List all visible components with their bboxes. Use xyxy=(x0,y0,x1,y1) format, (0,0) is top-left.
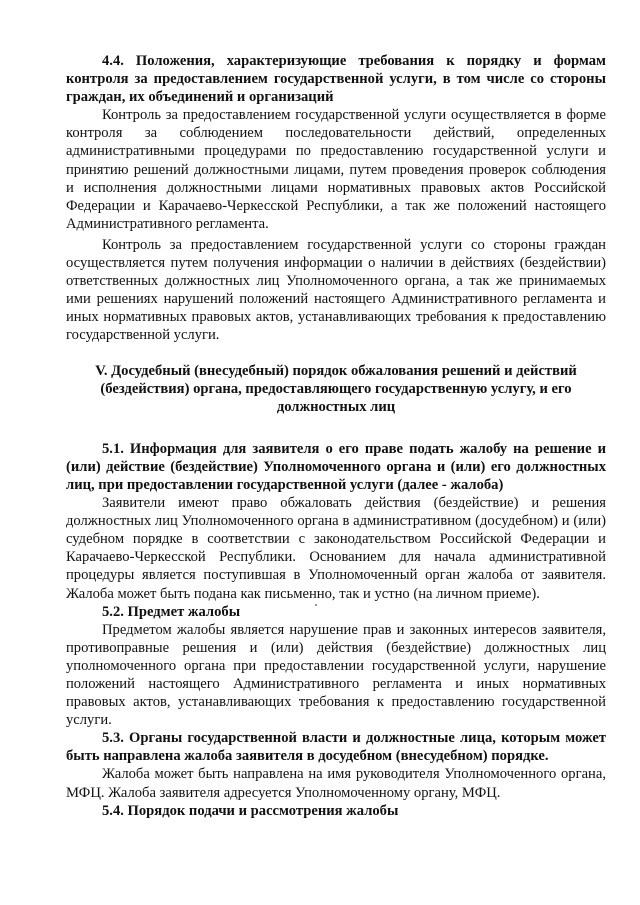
section-4-4-heading: 4.4. Положения, характеризующие требования к порядку и формам контроля за предоставлением государственной услуги, в том числе со стороны граждан, их объединений и организаций xyxy=(66,53,606,106)
section-5-1-paragraph: Заявители имеют право обжаловать действия (бездействие) и решения должностных лиц Уполномоченного органа в административном (досудебном) и (или) судебном порядке в соответствии с законодательством Российской Федерации и Карачаево-Черкесской Республики. Основанием для начала административной процедуры является поступившая в Уполномоченный орган жалоба от заявителя. Жалоба может быть подана как письменно, так и устно (на личном приеме). xyxy=(66,495,606,602)
section-5-4-heading: 5.4. Порядок подачи и рассмотрения жалобы xyxy=(102,802,399,819)
section-4-4-paragraph-2: Контроль за предоставлением государственной услуги со стороны граждан осуществляется путем получения информации о наличии в действиях (бездействии) ответственных должностных лиц Уполномоченного органа, а так же принимаемых ими решениях нарушений положений настоящего Административного регламента и иных нормативных правовых актов, устанавливающих требования к предоставлению государственной услуги. xyxy=(66,236,606,344)
chapter-5-title: V. Досудебный (внесудебный) порядок обжалования решений и действий (бездействия) органа, предоставляющего государственную услугу, и его должностных лиц xyxy=(95,362,577,415)
section-5-3-heading: 5.3. Органы государственной власти и должностные лица, которым может быть направлена жалоба заявителя в досудебном (внесудебном) порядке. xyxy=(66,730,606,765)
scan-speck xyxy=(315,604,317,606)
section-5-2-paragraph: Предметом жалобы является нарушение прав и законных интересов заявителя, противоправные решения и (или) действия (бездействие) должностных лиц уполномоченного органа при предоставлении государственной услуги, нарушение положений настоящего Административного регламента и иных нормативных правовых актов, устанавливающих требования к предоставлению государственной услуги. xyxy=(66,621,606,729)
section-5-1-heading: 5.1. Информация для заявителя о его праве подать жалобу на решение и (или) действие (бездействие) Уполномоченного органа и (или) его должностных лиц, при предоставлении государственной услуги (далее - жалоба) xyxy=(66,440,606,493)
section-5-3-paragraph: Жалоба может быть направлена на имя руководителя Уполномоченного органа, МФЦ. Жалоба заявителя адресуется Уполномоченному органу, МФЦ. xyxy=(66,766,606,801)
section-4-4-paragraph-1: Контроль за предоставлением государственной услуги осуществляется в форме контроля за соблюдением последовательности действий, определенных административными процедурами по предоставлению государственной услуги и принятию решений должностными лицами, путем проведения проверок соблюдения и исполнения должностными лицами нормативных правовых актов Российской Федерации и Карачаево-Черкесской Республики, а так же положений настоящего Административного регламента. xyxy=(66,107,606,232)
section-5-2-heading: 5.2. Предмет жалобы xyxy=(102,603,241,620)
